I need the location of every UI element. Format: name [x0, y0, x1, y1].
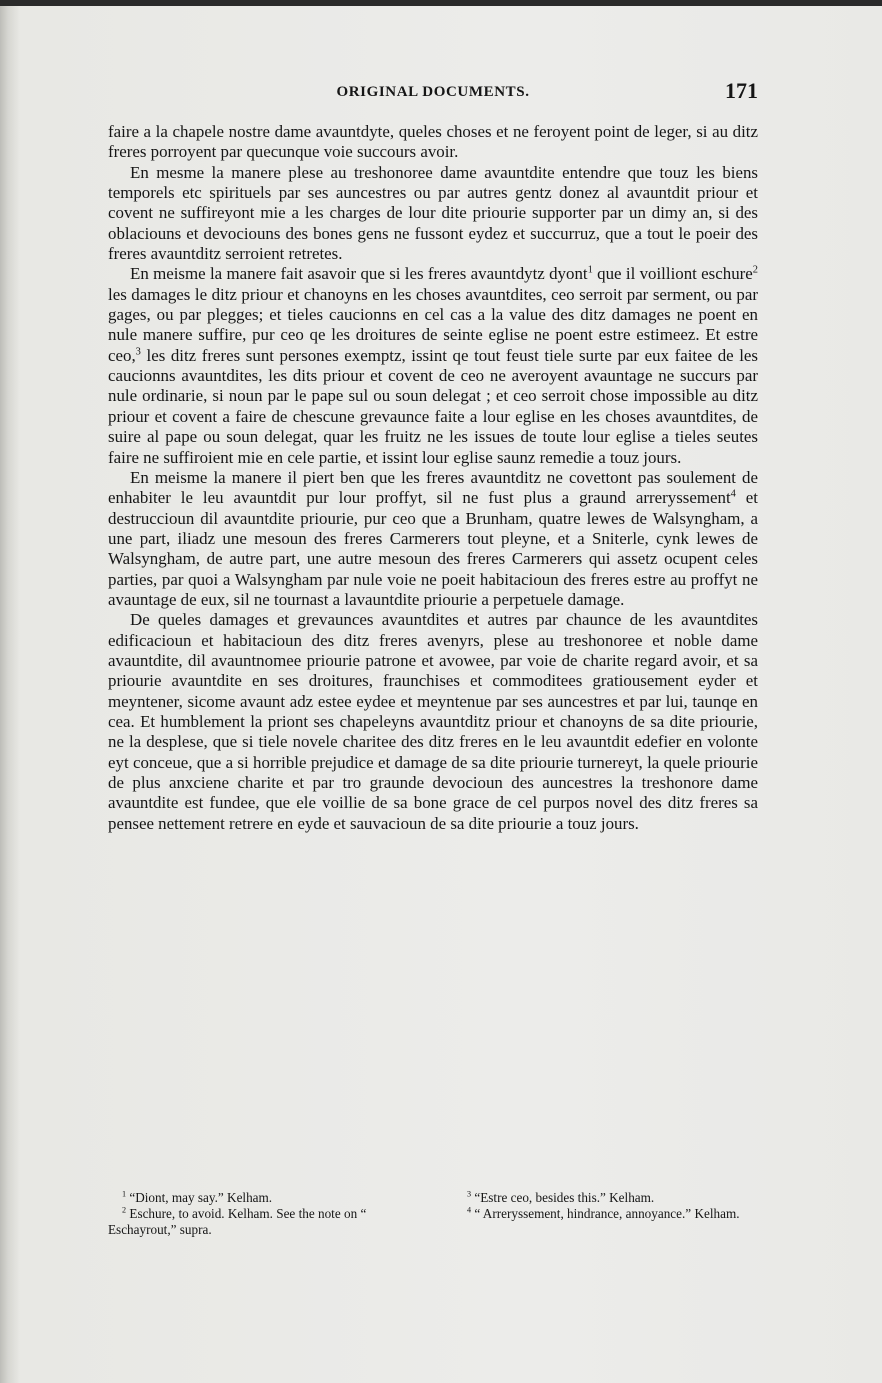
- footnotes-left-column: [108, 1190, 413, 1238]
- footnotes-right-column: [453, 1190, 758, 1222]
- footnote: [108, 1206, 413, 1238]
- paragraph: [108, 163, 758, 265]
- body-text: [108, 122, 758, 834]
- paragraph-text: les ditz freres sunt persones exemptz, issint qe tout feust tiele surte par eux faitee de les caucionns avauntdites, les dits priour et covent de ceo ne averoyent avauntage ne succurs par nule ordinarie, si noun par le pape sul ou soun delegat ; et ceo serroit chose impossible au ditz priour et covent a faire de chescune grevaunce faite a lour eglise en les choses avauntdites, de suire al pape ou soun delegat, quar les fruitz ne les issues de toute lour eglise a tieles seutes faire ne suffiroient mie en cele partie, et issint lour eglise saunz remedie a touz jours.: [108, 345, 758, 467]
- footnote-text: “ Arreryssement, hindrance, annoyance.” Kelham.: [471, 1206, 740, 1221]
- footnote-mark: 2: [122, 1205, 127, 1215]
- footnote: [108, 1190, 413, 1206]
- page-number: 171: [725, 78, 758, 103]
- page-top-edge: [0, 0, 882, 6]
- footnote-text: Eschure, to avoid. Kelham. See the note on “ Eschayrout,” supra.: [108, 1206, 367, 1237]
- paragraph-text: En meisme la manere fait asavoir que si les freres avauntdytz dyont: [130, 264, 588, 284]
- running-head: ORIGINAL DOCUMENTS.: [336, 84, 530, 100]
- paragraph: [108, 610, 758, 834]
- paragraph-text: De queles damages et grevaunces avauntdites et autres par chaunce de les avauntdites edificacioun et habitacioun des ditz freres avenyrs, plese au treshonoree et noble dame avauntdite, dil avauntnomee priourie patrone et avowee, par voie de charite regard avoir, et sa priourie avauntdite en ses droitures, fraunchises et commoditees gratiousement eyder et meyntener, sicome avaunt adz estee eydee et meyntenue par ses auncestres et par lui, taunqe en cea. Et humblement la priont ses chapeleyns avauntditz priour et chanoyns de sa dite priourie, ne la desplese, que si tiele novele charitee des ditz freres en le leu avauntdit edefier en volonte eyt conceue, que a si horrible prejudice et damage de sa dite priourie turnereyt, la quele priourie de plus anxciene charite et par tro graunde devocioun des auncestres la treshonore dame avauntdite est fundee, que ele voillie de sa bone grace de cel purpos novel des ditz freres sa pensee nettement retrere en eyde et sauvacioun de sa dite priourie a touz jours.: [108, 610, 758, 833]
- paragraph-text: que il voilliont eschure: [592, 264, 753, 284]
- page-header: [108, 78, 758, 112]
- footnote: [453, 1190, 758, 1206]
- footnote-mark: 3: [467, 1189, 472, 1199]
- footnote-reference: 2: [752, 264, 758, 276]
- paragraph-text: les damages le ditz priour et chanoyns en les choses avauntdites, ceo serroit par serment, ou par gages, ou par plegges; et tieles caucionns en cel cas a la value des ditz damages ne poent en nule manere suffire, pur ceo qe les droitures de seinte eglise ne poent estre estimeez. Et estre ceo,: [108, 284, 758, 365]
- paragraph-text: et destruccioun dil avauntdite priourie, pur ceo que a Brunham, quatre lewes de Walsyngham, a une part, iliadz une mesoun des freres Carmerers tout pleyne, et a Sniterle, cynk lewes de Walsyngham, de autre part, une autre mesoun des freres Carmerers qui assetz ocupent celes parties, par quoi a Walsyngham par nule voie ne poeit habitacioun des freres estre au proffyt ne avauntage de eux, sil ne tournast a lavauntdite priourie a perpetuele damage.: [108, 488, 758, 609]
- paragraph-text: En mesme la manere plese au treshonoree dame avauntdite entendre que touz les biens temporels etc spirituels par ses auncestres ou par autres gentz donez al avauntdit priour et covent ne suffireyont mie a les charges de lour dite priourie supporter par un dimy an, si des oblaciouns et devociouns des bones gens ne fussont eydez et succurruz, que a tout le poeir des freres avauntditz serroient retretes.: [108, 162, 758, 264]
- footnote: [453, 1206, 758, 1222]
- paragraph: [108, 122, 758, 163]
- footnote-reference: 4: [730, 488, 736, 500]
- paragraph-text: En meisme la manere il piert ben que les freres avauntditz ne covettont pas soulement de enhabiter le leu avauntdit pur lour proffyt, sil ne fust plus a graund arreryssement: [108, 467, 758, 508]
- paragraph-text: faire a la chapele nostre dame avauntdyte, queles choses et ne feroyent point de leger, si au ditz freres porroyent par quecunque voie succours avoir.: [108, 122, 758, 162]
- footnote-mark: 4: [467, 1205, 472, 1215]
- footnote-reference: 3: [135, 346, 141, 358]
- paragraph: [108, 264, 758, 467]
- footnote-text: “Diont, may say.” Kelham.: [126, 1190, 273, 1205]
- footnote-reference: 1: [587, 264, 593, 276]
- footnote-text: “Estre ceo, besides this.” Kelham.: [471, 1190, 655, 1205]
- paragraph: [108, 468, 758, 610]
- footnote-mark: 1: [122, 1189, 127, 1199]
